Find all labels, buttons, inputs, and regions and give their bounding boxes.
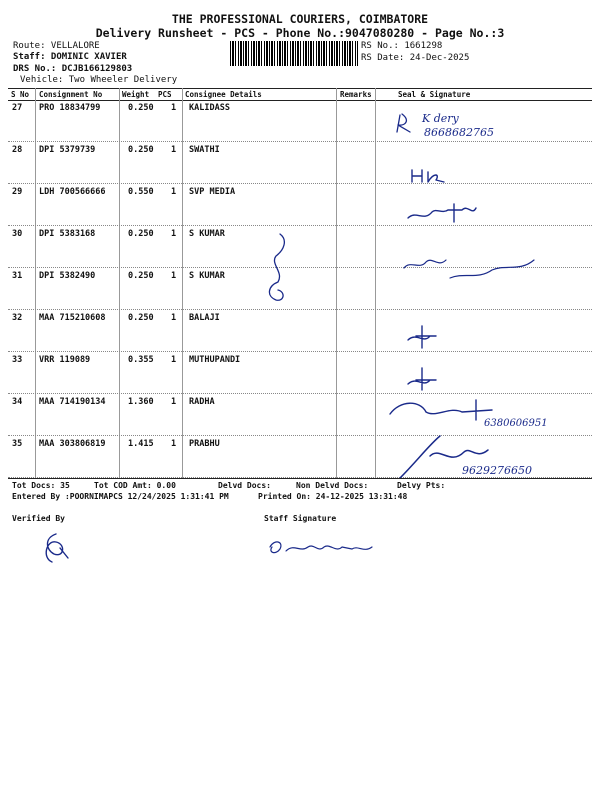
barcode [230, 41, 358, 66]
row-pcs: 1 [171, 229, 177, 239]
row-consignment: MAA 714190134 [39, 397, 106, 407]
row-pcs: 1 [171, 145, 177, 155]
row-consignee: BALAJI [189, 313, 220, 323]
row-pcs: 1 [171, 397, 177, 407]
verified-by-signature [36, 530, 76, 566]
printed-on: Printed On: 24-12-2025 13:31:48 [258, 492, 408, 501]
handwritten-mark-row-30 [262, 228, 292, 308]
row-sno: 33 [12, 355, 23, 365]
row-pcs: 1 [171, 187, 177, 197]
row-sno: 32 [12, 313, 23, 323]
row-weight: 1.360 [128, 397, 154, 407]
row-consignee: KALIDASS [189, 103, 230, 113]
row-consignment: PRO 18834799 [39, 103, 101, 113]
row-sno: 30 [12, 229, 23, 239]
entered-by: Entered By :POORNIMAPCS 12/24/2025 1:31:41 PM [12, 492, 229, 501]
signature-row-27-name: K dery [422, 112, 459, 125]
signature-row-28 [412, 170, 444, 182]
drs-number: DRS No.: DCJB166129803 [13, 64, 133, 74]
signature-row-32 [408, 326, 436, 348]
row-consignee: RADHA [189, 397, 215, 407]
row-consignment: DPI 5383168 [39, 229, 96, 239]
row-pcs: 1 [171, 103, 177, 113]
company-title: THE PROFESSIONAL COURIERS, COIMBATORE [171, 12, 429, 26]
delivery-points: Delvy Pts: [397, 481, 446, 490]
staff-signature-label: Staff Signature [264, 514, 337, 523]
row-consignee: MUTHUPANDI [189, 355, 241, 365]
row-consignee: S KUMAR [189, 229, 225, 239]
col-sno: S No [11, 90, 30, 99]
signature-row-31 [404, 260, 534, 278]
signature-row-27-phone: 8668682765 [424, 126, 494, 139]
row-weight: 0.250 [128, 271, 154, 281]
signature-row-34-phone: 6380606951 [484, 418, 548, 429]
staff-label: Staff: DOMINIC XAVIER [13, 52, 127, 62]
handwritten-signatures [380, 100, 590, 490]
row-consignment: LDH 700566666 [39, 187, 106, 197]
vehicle-label: Vehicle: Two Wheeler Delivery [20, 75, 178, 85]
verified-by-label: Verified By [12, 514, 65, 523]
row-consignment: DPI 5379739 [39, 145, 96, 155]
route-label: Route: VELLALORE [13, 41, 100, 51]
rs-date: RS Date: 24-Dec-2025 [361, 53, 470, 63]
row-weight: 0.355 [128, 355, 154, 365]
row-consignee: PRABHU [189, 439, 220, 449]
row-pcs: 1 [171, 313, 177, 323]
row-weight: 0.250 [128, 145, 154, 155]
col-consignment: Consignment No [39, 90, 103, 99]
row-weight: 0.250 [128, 313, 154, 323]
row-sno: 27 [12, 103, 23, 113]
signature-row-34 [390, 400, 492, 420]
total-docs: Tot Docs: 35 [12, 481, 70, 490]
row-sno: 29 [12, 187, 23, 197]
row-consignment: MAA 303806819 [39, 439, 106, 449]
col-weight: Weight [122, 90, 150, 99]
row-weight: 0.550 [128, 187, 154, 197]
row-sno: 34 [12, 397, 23, 407]
signature-row-29 [408, 204, 476, 222]
row-consignee: SVP MEDIA [189, 187, 236, 197]
total-cod-amount: Tot COD Amt: 0.00 [94, 481, 176, 490]
runsheet-title: Delivery Runsheet - PCS - Phone No.:9047080280 - Page No.:3 [95, 26, 505, 40]
col-seal-signature: Seal & Signature [398, 90, 471, 99]
row-consignment: VRR 119089 [39, 355, 91, 365]
rs-number: RS No.: 1661298 [361, 41, 443, 51]
col-pcs: PCS [158, 90, 172, 99]
row-consignee: SWATHI [189, 145, 220, 155]
footer-rule [8, 478, 592, 479]
row-sno: 28 [12, 145, 23, 155]
signature-row-35-phone: 9629276650 [462, 464, 532, 477]
row-consignment: MAA 715210608 [39, 313, 106, 323]
staff-signature [264, 533, 384, 561]
row-consignment: DPI 5382490 [39, 271, 96, 281]
col-consignee: Consignee Details [185, 90, 262, 99]
non-delivered-docs: Non Delvd Docs: [296, 481, 369, 490]
row-sno: 35 [12, 439, 23, 449]
header-top-rule [8, 88, 592, 89]
row-weight: 0.250 [128, 229, 154, 239]
row-weight: 0.250 [128, 103, 154, 113]
row-consignee: S KUMAR [189, 271, 225, 281]
row-pcs: 1 [171, 439, 177, 449]
row-pcs: 1 [171, 355, 177, 365]
row-sno: 31 [12, 271, 23, 281]
row-pcs: 1 [171, 271, 177, 281]
row-weight: 1.415 [128, 439, 154, 449]
delivered-docs: Delvd Docs: [218, 481, 271, 490]
signature-row-27 [397, 114, 410, 132]
col-remarks: Remarks [340, 90, 372, 99]
signature-row-33 [408, 368, 436, 390]
